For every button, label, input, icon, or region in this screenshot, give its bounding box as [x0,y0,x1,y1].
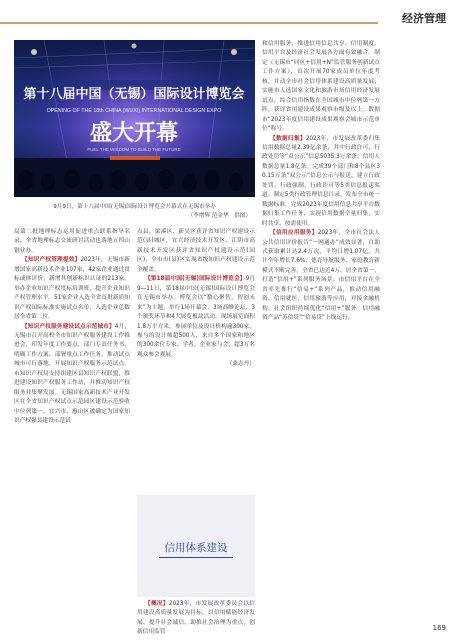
section-heading-credit-system [137,495,255,597]
column-1 [14,228,130,427]
section-heading-underline [159,557,233,558]
col3-credit-service-text: 2023年，全市社会法人公共信用评价报告“一网通办”成效显著，自助式获取累计达2.4万次，平均日增1.07亿，共计全年增长7.6%；德育导航服务、家庭教育新模式不断完善，全省已达近4万，居全省第一，打造“信用+”系列服务场景；市信用平台在全省率先推行“信易+”系列产品，推动信用融资、信用就医、信用旅游等应用，对接金融机构、社会组织持续优化“信用+”服务。信用融资产品“苏信贷”“信易贷”上线运行。 [262,230,380,322]
caption-line-1: 9月9日，第十八届中国(无锡)国际设计博览会开幕式在无锡市举办 [53,204,216,210]
col2-intro: 点县。梁溪区、新吴区获评省知识产权建设示范(县)城区，宜兴经济技术开发区、江阴市高新技术开发区获评省知识产权建设示范(园区)，全市市(县)区实现省级知识产权建设示范全覆盖。 [137,229,255,273]
col1-heading-ip-service: 【知识产权服务建设试点示范城市】 [21,323,115,330]
banner-english: OPENING OF THE 18th CHINA (WUXI) INTERNATIONAL DESIGN EXPO [46,108,222,114]
banner-sub: FUEL THE WISDOM TO BUILD THE FUTURE [87,147,181,152]
banner-title: 第十八届中国（无锡）国际设计博览会 [23,86,245,101]
col2-design-expo-text: 9月9—11日，第18届中国(无锡)国际设计博览会在无锡市举办。博览会以“数心聚智，智创未来”为主题，举行1场开幕会、3场高峰论坛、3个颁奖环节和4大展览板块活动。现场展览面积1.8万平方米，参展单位及设计机构逾300家，参与的设计师超500人，来自多个国家和地区的300余位专家、学者、企业家与会，超3万名观众参会观展。 [137,276,255,358]
section-title: 经济管理 [402,12,446,25]
page-number: 169 [432,624,446,632]
col3-heading-credit-service: 【信用应用服务】 [269,230,318,237]
col2-heading-overview: 【概况】 [144,601,169,607]
photo-caption [14,203,255,221]
header-rule [0,22,378,24]
section-heading-label: 信用体系建设 [164,542,228,554]
col3-intro: 和信用服务，推进信用信息共享、信用制度、信用平台及经济社会发展各方面有效融合。制定《无锡市“同区+信用+N”监管服务创新试点工作方案》，首次开展70家成员单位年度考核，并动全市社会信用体系建设高质量发展；实施市人选国家文化和旅游市场信用经济发展试点，综合信用指数在全国城市中位列第一方阵，获评省用建设成果观察市级及以上。数据市“2023年度信用建设成果观察会城市示范单位”称号。 [262,41,380,133]
expo-photo [14,40,255,197]
col2-overview-text: 2023年，市发展改革委员会以信用建设高质量发展为目标，以信用赋能经济发展、提升社会诚信、助推社会治理为重点，创新信用监管 [137,601,255,636]
col2-heading-design-expo: 【第18届中国(无锡)国际设计博览会】 [144,276,246,283]
expo-stage-image [14,40,255,197]
col2-signature: （桑志丹） [226,361,255,368]
col1-ip-management-text: 2023年，无锡市新增国家高新技术企业107家，42家企业通过贯标或体评价，新增其创新标识认证的213家。举办企业知识产权贯标培训班，提升企业知识产权管理水平。51家企业入选全省首批新质知识产权国际标准实施试点名单，入选企业总数居全省第二位。 [14,257,130,321]
col1-heading-ip-management: 【知识产权管理提效】 [21,257,81,264]
column-2-bottom [137,600,255,638]
col3-data-text: 2023年，市发展改革委归集信用数据总量2.39亿余条，其中行政许可、行政处罚等“双公示”信息5035.3万余条、信用人数据总量1.8亿条。完成39个部门和8个县区30.15万条“双公示”信息公示与报送，建立行政处罚、行政强制、行政许可等5类信息报送渠道。制定5类行政管理信息目录，发布全市统一数据标准，完成2023年度信用信息共享平台数据归集工作任务，实现信用数据全量归集、实时共享、按需使用。 [262,135,381,227]
col1-intro: 局第二批地理标志运用促进重点联系指导名录，全省地理标志交流研讨活动也落地五四山钢业办。 [14,229,130,254]
column-3 [262,40,380,324]
column-2 [137,228,255,370]
col1-ip-service-text: 4月，无锡市召开高校全市知识产权服务建设工作推进会，印发年度工作要点，部门专责任务书，明确工作方案、部署重点工作任务，推动试点城市可行落地，开展知识产权服务示范试点。市知识产权局支持组建区县知识产权联盟，推进建设知识产权服务工作站，并推动知识产权服务业集聚发展。无锡国家高新技术产业开发区在全省知识产权试点示范园区建设示范验收中位列第一，宜兴市、惠山区被确定为国家知识产权强县建设示范试 [14,323,131,425]
banner-main: 盛大开幕 [89,120,179,145]
col3-heading-data: 【数据归集】 [269,135,306,142]
caption-line-2: （李增辉 范金华 供图） [187,213,251,219]
